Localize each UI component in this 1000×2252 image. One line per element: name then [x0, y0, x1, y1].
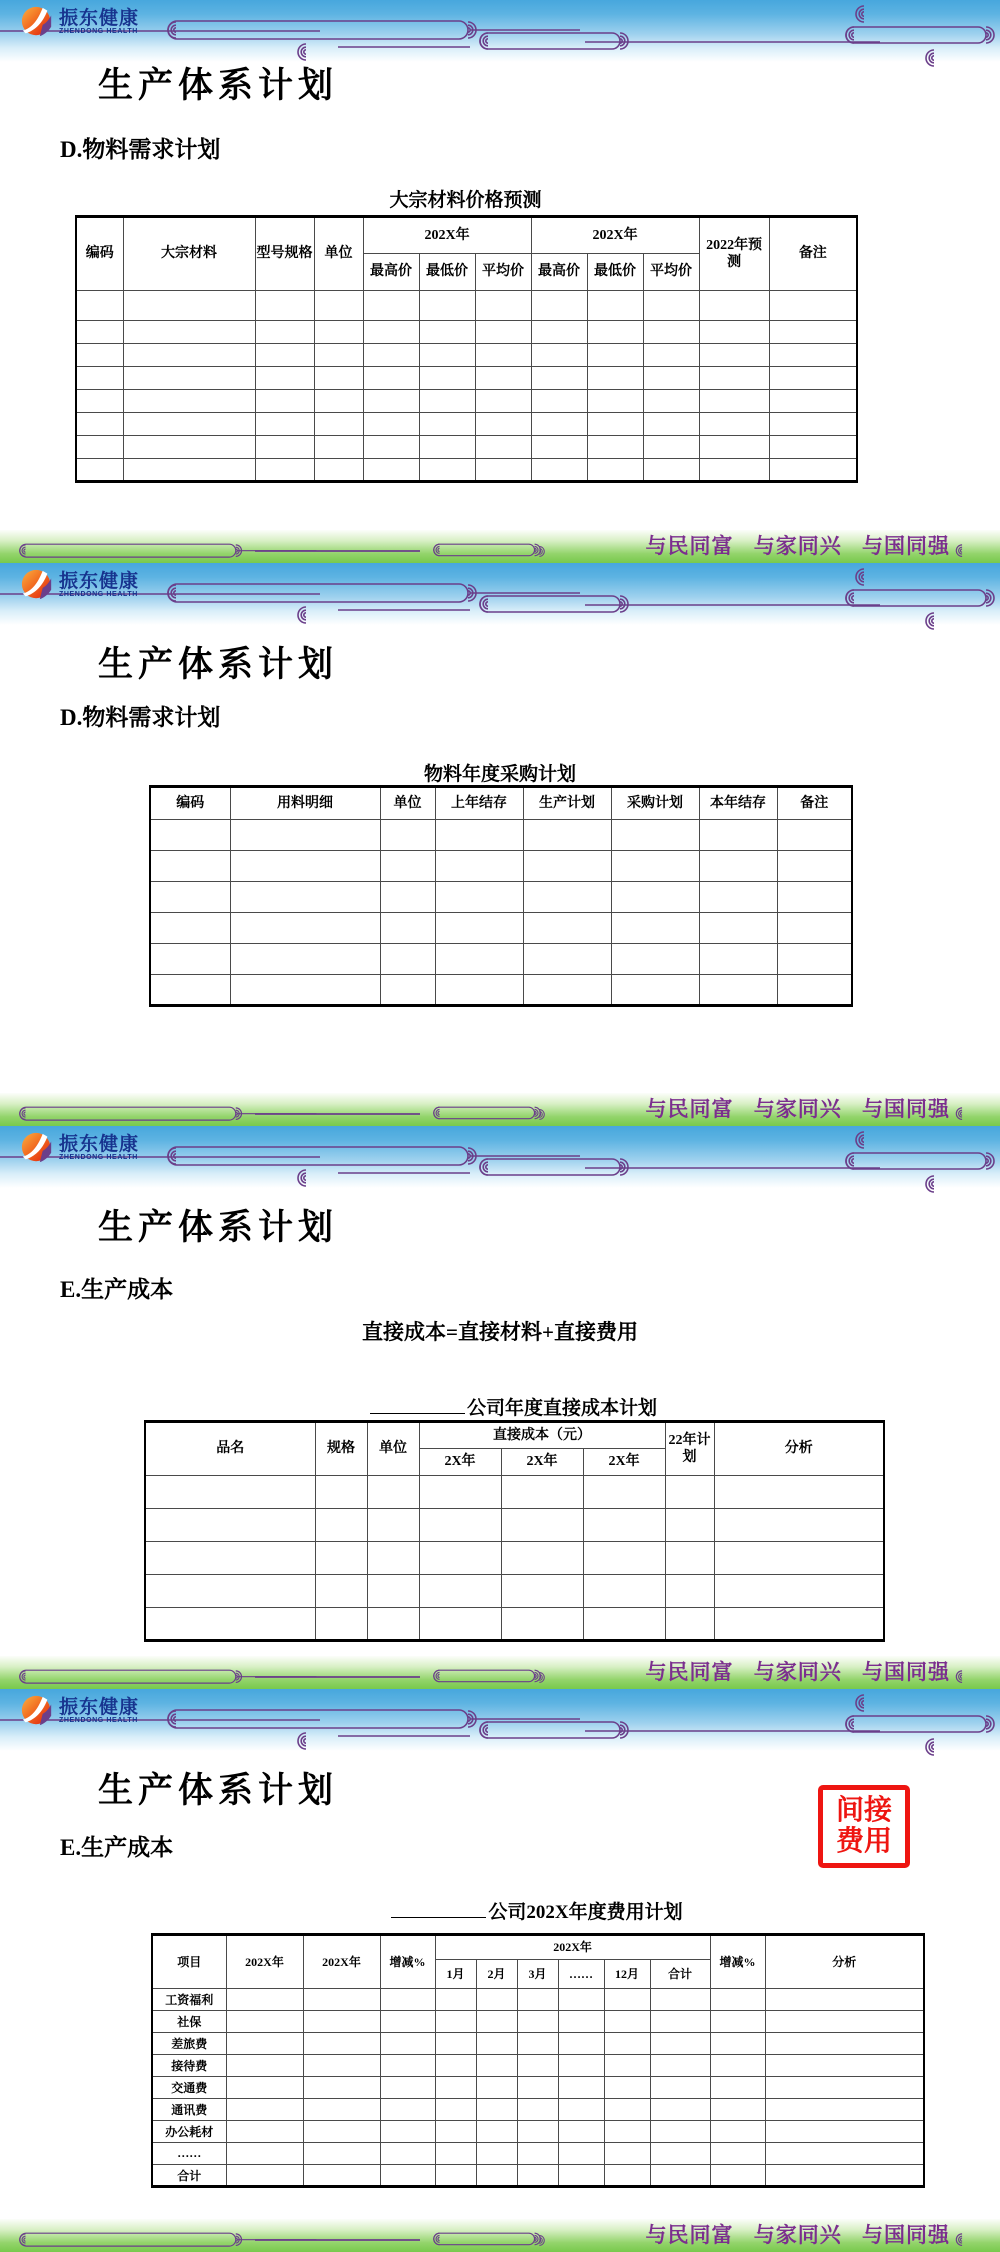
empty-table-row: [150, 882, 852, 913]
column-header: 备注: [769, 217, 857, 291]
table-row: [152, 2165, 924, 2187]
brand-name-en: ZHENDONG HEALTH: [59, 591, 138, 599]
column-header: 增减%: [380, 1935, 435, 1989]
motto-text: 与民同富 与家同兴 与国同强: [645, 1660, 950, 1684]
empty-table-row: [150, 975, 852, 1006]
column-header: 2X年: [583, 1449, 665, 1476]
zhendong-logo-icon: [20, 1694, 54, 1728]
column-header: 型号规格: [255, 217, 314, 291]
page-title: 生产体系计划: [98, 66, 339, 105]
table-title: 大宗材料价格预测: [389, 190, 542, 211]
row-label: 合计: [152, 2165, 226, 2187]
column-header: 平均价: [643, 254, 699, 291]
brand-name-en: ZHENDONG HEALTH: [59, 1154, 138, 1162]
brand-name-en: ZHENDONG HEALTH: [59, 28, 138, 36]
brand-name-cn: 振东健康: [59, 7, 140, 29]
row-label: 通讯费: [152, 2099, 226, 2121]
column-header: 平均价: [475, 254, 531, 291]
column-header-group: 直接成本（元）: [419, 1422, 665, 1449]
motto-text: 与民同富 与家同兴 与国同强: [645, 534, 950, 558]
table-row: [152, 2121, 924, 2143]
empty-table-row: [145, 1608, 884, 1641]
empty-table-row: [150, 913, 852, 944]
column-header: 编码: [150, 787, 230, 820]
empty-table-row: [76, 291, 857, 321]
column-header: 2X年: [419, 1449, 501, 1476]
column-header: 上年结存: [435, 787, 523, 820]
column-header: 202X年: [303, 1935, 380, 1989]
column-header: 规格: [315, 1422, 367, 1476]
column-header: 生产计划: [523, 787, 611, 820]
column-header: 单位: [314, 217, 363, 291]
annual-direct-cost-plan-table: [144, 1420, 885, 1642]
empty-table-row: [76, 413, 857, 436]
motto-text: 与民同富 与家同兴 与国同强: [645, 1097, 950, 1121]
slide-footer: [0, 1656, 1000, 1689]
empty-table-row: [76, 367, 857, 390]
brand-name-cn: 振东健康: [59, 1696, 140, 1718]
column-header: 采购计划: [611, 787, 699, 820]
table-row: [152, 2011, 924, 2033]
column-header: 22年计划: [665, 1422, 714, 1476]
table-row: [152, 2143, 924, 2165]
brand-name-cn: 振东健康: [59, 1133, 140, 1155]
table-title: [144, 1393, 883, 1420]
column-header: 备注: [777, 787, 852, 820]
slide-footer: [0, 2219, 1000, 2252]
column-header: 合计: [650, 1960, 710, 1989]
column-header: 编码: [76, 217, 123, 291]
blank-line: [391, 1898, 486, 1918]
column-header: 项目: [152, 1935, 226, 1989]
empty-table-row: [76, 436, 857, 459]
column-header: 3月: [517, 1960, 558, 1989]
page-title: 生产体系计划: [98, 1208, 339, 1247]
column-header: 最高价: [531, 254, 587, 291]
slide-footer: [0, 1093, 1000, 1126]
table-row: [152, 1989, 924, 2011]
bulk-material-price-forecast-table: [75, 215, 858, 483]
zhendong-logo: [20, 1131, 139, 1165]
slide-1: [0, 0, 1000, 563]
annual-expense-plan-table: [151, 1933, 925, 2188]
column-header: 最高价: [363, 254, 419, 291]
column-header-group: 202X年: [531, 217, 699, 254]
table-row: [152, 2055, 924, 2077]
section-label: E.生产成本: [60, 1277, 174, 1302]
table-row: [152, 2099, 924, 2121]
column-header: 用料明细: [230, 787, 380, 820]
empty-table-row: [145, 1542, 884, 1575]
empty-table-row: [76, 459, 857, 482]
section-label: D.物料需求计划: [60, 137, 221, 162]
slide-footer: [0, 530, 1000, 563]
brand-name-cn: 振东健康: [59, 570, 140, 592]
indirect-expense-stamp: [818, 1785, 910, 1868]
zhendong-logo-icon: [20, 1131, 54, 1165]
column-header: 2022年预测: [699, 217, 769, 291]
empty-table-row: [76, 321, 857, 344]
column-header: 本年结存: [699, 787, 777, 820]
row-label: 接待费: [152, 2055, 226, 2077]
column-header: 最低价: [419, 254, 475, 291]
stamp-line: 费用: [835, 1826, 892, 1858]
row-label: ……: [152, 2143, 226, 2165]
empty-table-row: [145, 1476, 884, 1509]
empty-table-row: [145, 1575, 884, 1608]
slide-3: [0, 1126, 1000, 1689]
table-title: 物料年度采购计划: [423, 764, 576, 785]
brand-name: [59, 9, 139, 36]
page-title: 生产体系计划: [98, 1771, 339, 1810]
table-row: [152, 2077, 924, 2099]
column-header: 2X年: [501, 1449, 583, 1476]
brand-name: [59, 1698, 139, 1725]
row-label: 交通费: [152, 2077, 226, 2099]
zhendong-logo-icon: [20, 568, 54, 602]
brand-name: [59, 1135, 139, 1162]
empty-table-row: [76, 390, 857, 413]
zhendong-logo: [20, 568, 139, 602]
page-title: 生产体系计划: [98, 645, 339, 684]
column-header: 202X年: [226, 1935, 303, 1989]
column-header: 12月: [604, 1960, 650, 1989]
table-title-text: 公司年度直接成本计划: [466, 1398, 657, 1419]
column-header: 增减%: [710, 1935, 765, 1989]
table-title-text: 公司202X年度费用计划: [488, 1902, 683, 1923]
column-header: 分析: [714, 1422, 884, 1476]
column-header: ……: [558, 1960, 604, 1989]
column-header: 最低价: [587, 254, 643, 291]
column-header: 单位: [380, 787, 435, 820]
empty-table-row: [150, 944, 852, 975]
empty-table-row: [145, 1509, 884, 1542]
table-row: [152, 2033, 924, 2055]
slide-2: [0, 563, 1000, 1126]
brand-name-en: ZHENDONG HEALTH: [59, 1717, 138, 1725]
section-label: D.物料需求计划: [60, 705, 221, 730]
empty-table-row: [150, 820, 852, 851]
row-label: 社保: [152, 2011, 226, 2033]
zhendong-logo-icon: [20, 5, 54, 39]
brand-name: [59, 572, 139, 599]
row-label: 差旅费: [152, 2033, 226, 2055]
stamp-line: 间接: [835, 1795, 892, 1826]
column-header: 1月: [435, 1960, 476, 1989]
column-header: 2月: [476, 1960, 517, 1989]
blank-line: [370, 1394, 465, 1414]
slide-4: [0, 1689, 1000, 2252]
motto-text: 与民同富 与家同兴 与国同强: [645, 2223, 950, 2247]
direct-cost-formula: 直接成本=直接材料+直接费用: [362, 1320, 638, 1344]
empty-table-row: [150, 851, 852, 882]
column-header: 分析: [765, 1935, 924, 1989]
column-header: 大宗材料: [123, 217, 255, 291]
column-header-group: 202X年: [435, 1935, 710, 1960]
column-header: 单位: [367, 1422, 419, 1476]
row-label: 工资福利: [152, 1989, 226, 2011]
column-header: 品名: [145, 1422, 315, 1476]
table-title: [151, 1897, 923, 1924]
empty-table-row: [76, 344, 857, 367]
row-label: 办公耗材: [152, 2121, 226, 2143]
annual-material-purchase-plan-table: [149, 785, 853, 1007]
column-header-group: 202X年: [363, 217, 531, 254]
zhendong-logo: [20, 1694, 139, 1728]
section-label: E.生产成本: [60, 1835, 174, 1860]
zhendong-logo: [20, 5, 139, 39]
